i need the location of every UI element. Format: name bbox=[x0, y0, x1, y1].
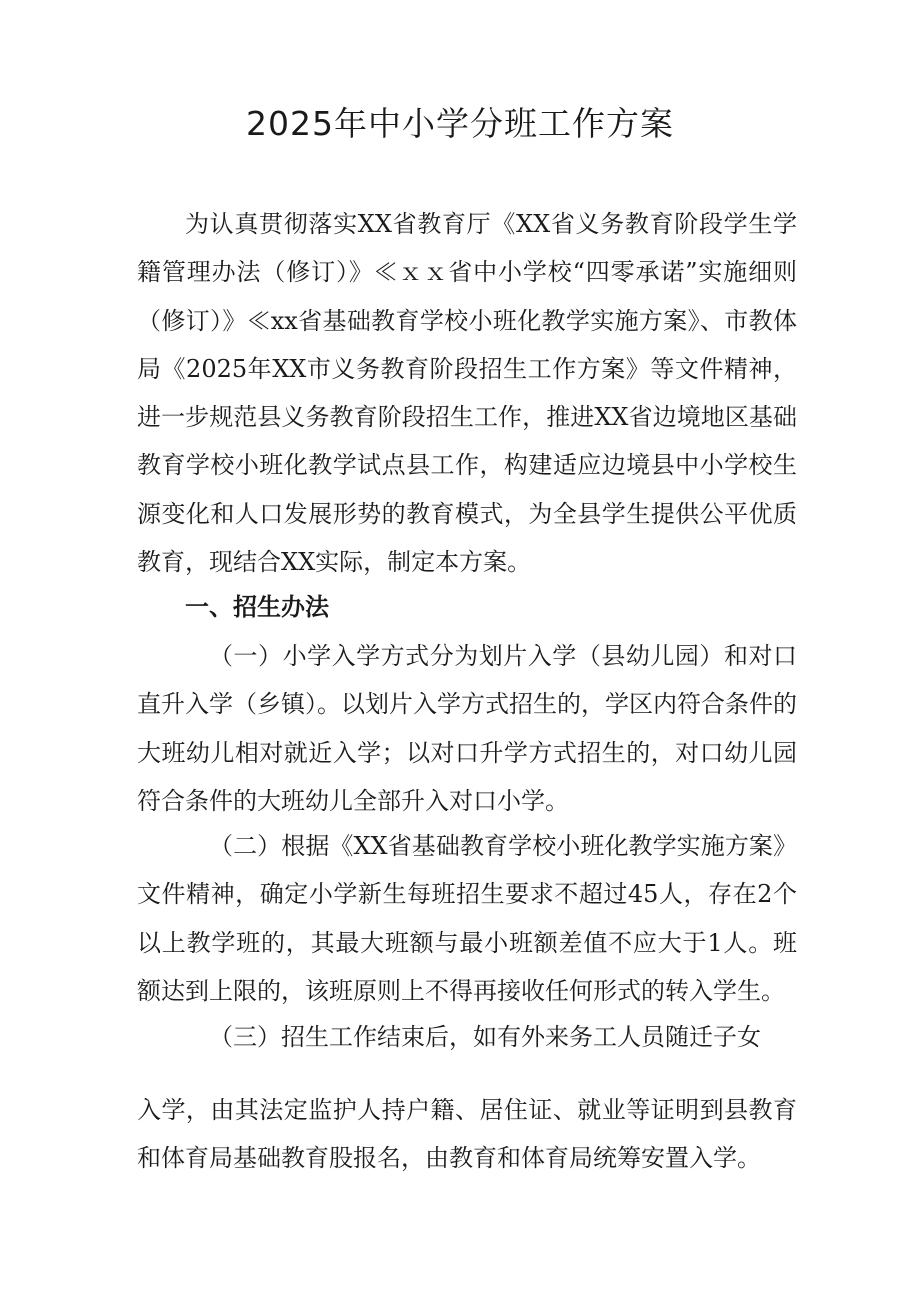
item-3-first-line: （三）招生工作结束后，如有外来务工人员随迁子女 bbox=[209, 1023, 761, 1051]
item-3-first-line-block bbox=[137, 1013, 797, 1061]
item-1-paragraph: （一）小学入学方式分为划片入学（县幼儿园）和对口直升入学（乡镇）。以划片入学方式招生的，学区内符合条件的大班幼儿相对就近入学；以对口升学方式招生的，对口幼儿园符合条件的大班幼儿全部升入对口小学。 bbox=[137, 642, 797, 815]
item-2-paragraph: （二）根据《XX省基础教育学校小班化教学实施方案》文件精神，确定小学新生每班招生要求不超过45人，存在2个以上教学班的，其最大班额与最小班额差值不应大于1人。班额达到上限的，该班原则上不得再接收任何形式的转入学生。 bbox=[137, 832, 797, 1005]
item-1-block bbox=[137, 632, 797, 825]
item-3-continuation-block bbox=[137, 1086, 797, 1183]
document-title: 2025年中小学分班工作方案 bbox=[246, 104, 674, 143]
item-2-block bbox=[137, 822, 797, 1015]
item-3-continuation: 入学，由其法定监护人持户籍、居住证、就业等证明到县教育和体育局基础教育股报名，由教育和体育局统筹安置入学。 bbox=[137, 1096, 797, 1173]
section-heading-enrollment: 一、招生办法 bbox=[185, 593, 329, 621]
intro-paragraph-block bbox=[137, 200, 797, 586]
intro-paragraph: 为认真贯彻落实XX省教育厅《XX省义务教育阶段学生学籍管理办法（修订）》≪ｘｘ省中小学校“四零承诺”实施细则（修订）》≪xx省基础教育学校小班化教学实施方案》、市教体局《2025年XX市义务教育阶段招生工作方案》等文件精神，进一步规范县义务教育阶段招生工作，推进XX省边境地区基础教育学校小班化教学试点县工作，构建适应边境县中小学校生源变化和人口发展形势的教育模式，为全县学生提供公平优质教育，现结合XX实际，制定本方案。 bbox=[137, 210, 797, 577]
